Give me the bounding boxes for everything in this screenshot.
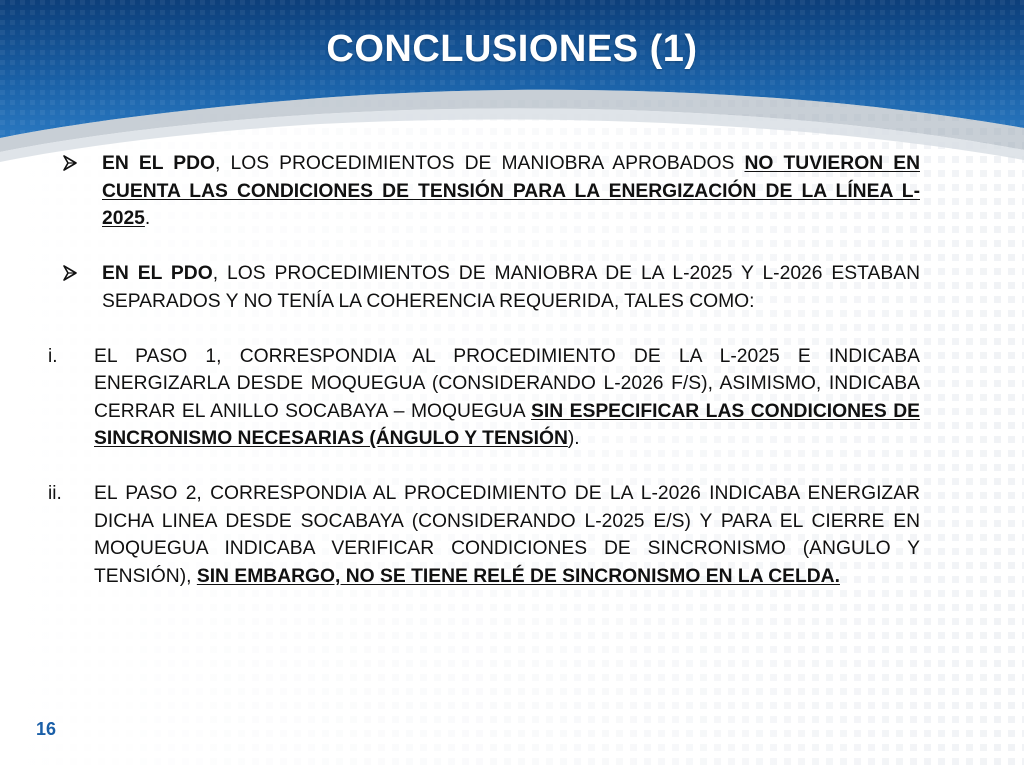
bold-text: EN EL PDO — [102, 263, 213, 284]
list-marker: ii. — [48, 483, 62, 504]
content-body — [48, 150, 921, 590]
arrow-bullet-icon — [62, 150, 102, 178]
text-span: , LOS PROCEDIMIENTOS DE MANIOBRA APROBADOS — [215, 153, 745, 174]
bullet-text — [102, 260, 920, 315]
text-span: . — [144, 208, 151, 229]
text-span: EL PASO 2, CORRESPONDIA AL PROCEDIMIENTO DE LA L-2026 INDICABA ENERGIZAR DICHA LINEA DESDE SOCABAYA (CONSIDERANDO L-2025 E/S) Y PARA EL CIERRE EN MOQUEGUA INDICABA VERIFICAR CONDICIONES DE SINCRONISMO (ANGULO Y TENSIÓN), — [94, 483, 920, 587]
numbered-item — [48, 480, 920, 590]
slide-title: CONCLUSIONES (1) — [326, 28, 698, 70]
numbered-text — [94, 480, 920, 590]
text-span: , LOS PROCEDIMIENTOS DE MANIOBRA DE LA L-2025 Y L-2026 ESTABAN SEPARADOS Y NO TENÍA LA COHERENCIA REQUERIDA, TALES COMO: — [102, 263, 921, 312]
header-banner — [0, 0, 1024, 170]
numbered-item — [48, 343, 920, 453]
bold-text: EN EL PDO — [102, 153, 216, 174]
underlined-bold-text: SIN ESPECIFICAR LAS CONDICIONES DE SINCRONISMO NECESARIAS (ÁNGULO Y TENSIÓN — [94, 400, 920, 449]
text-span: EL PASO 1, CORRESPONDIA AL PROCEDIMIENTO DE LA L-2025 E INDICABA ENERGIZARLA DESDE MOQUEGUA (CONSIDERANDO L-2026 F/S), ASIMISMO, INDICABA CERRAR EL ANILLO SOCABAYA – MOQUEGUA — [94, 345, 920, 422]
bullet-item — [62, 260, 920, 315]
text-span: ). — [567, 428, 580, 449]
underlined-bold-text: SIN EMBARGO, NO SE TIENE RELÉ DE SINCRONISMO EN LA CELDA. — [196, 565, 840, 587]
underlined-bold-text: NO TUVIERON EN CUENTA LAS CONDICIONES DE TENSIÓN PARA LA ENERGIZACIÓN DE LA LÍNEA L-2025 — [102, 153, 920, 229]
bullet-text — [102, 150, 920, 233]
bullet-item — [62, 150, 920, 233]
arrow-bullet-icon — [62, 260, 102, 288]
list-marker: i. — [48, 345, 58, 367]
page-number: 16 — [36, 719, 57, 739]
numbered-text — [94, 343, 920, 453]
